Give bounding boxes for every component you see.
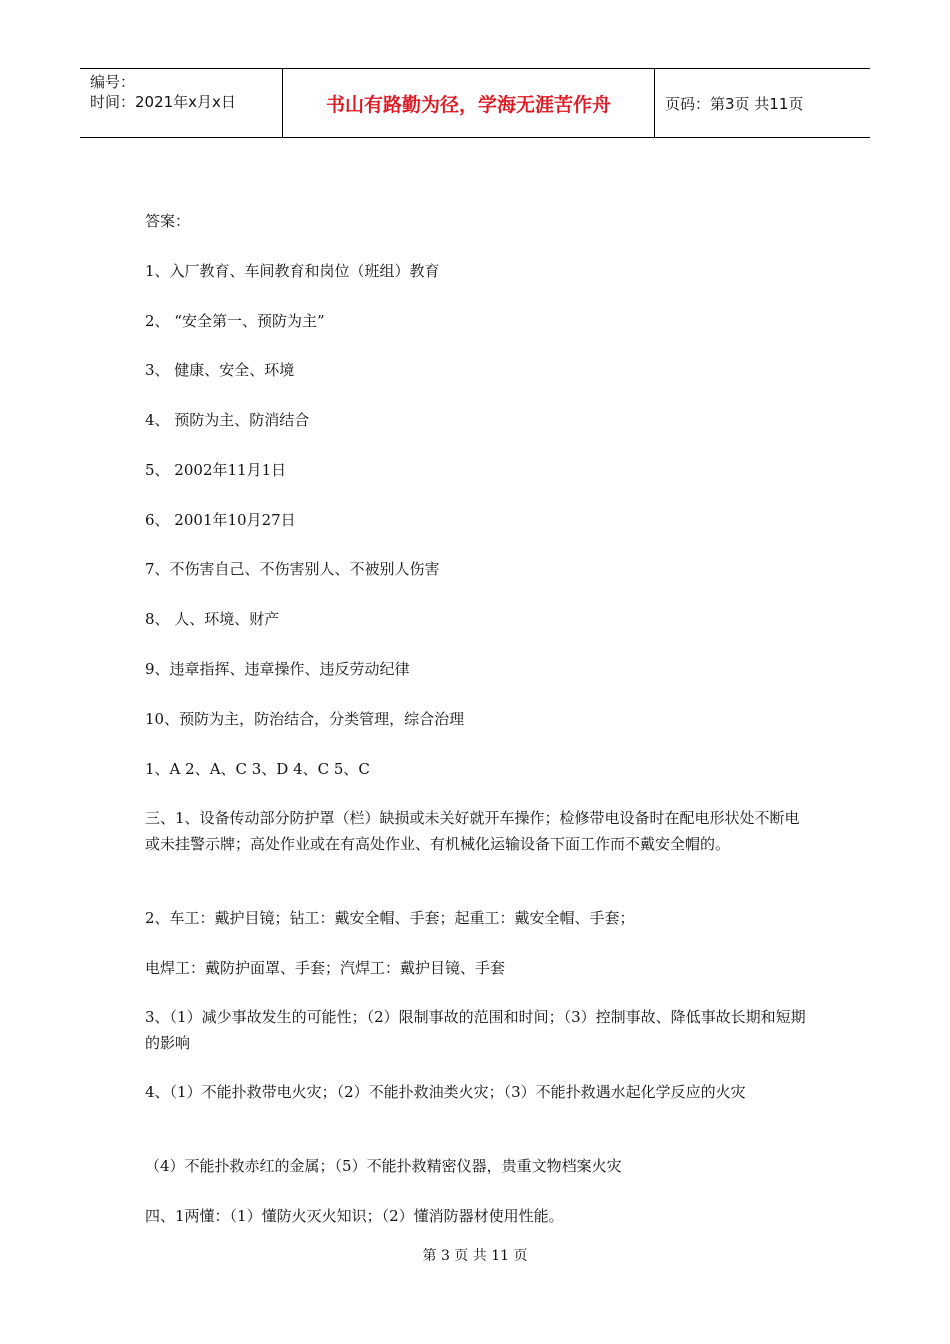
paragraph: 5、 2002年11月1日 — [145, 461, 287, 479]
page-header — [80, 68, 870, 138]
paragraph: （4）不能扑救赤红的金属；（5）不能扑救精密仪器，贵重文物档案火灾 — [145, 1157, 622, 1175]
header-page-info: 页码：第3页 共11页 — [665, 94, 804, 113]
paragraph: 电焊工：戴防护面罩、手套；汽焊工：戴护目镜、手套 — [145, 959, 506, 977]
paragraph: 三、1、设备传动部分防护罩（栏）缺损或未关好就开车操作；检修带电设备时在配电形状处不断电或未挂警示牌；高处作业或在有高处作业、有机械化运输设备下面工作而不戴安全帽的。 — [145, 809, 800, 853]
number-label: 编号： — [90, 73, 136, 91]
paragraph: 4、（1）不能扑救带电火灾；（2）不能扑救油类火灾；（3）不能扑救遇水起化学反应的火灾 — [145, 1083, 746, 1101]
answer-heading: 答案： — [145, 212, 191, 230]
header-motto: 书山有路勤为径，学海无涯苦作舟 — [283, 69, 655, 137]
paragraph: 9、违章指挥、违章操作、违反劳动纪律 — [145, 660, 410, 678]
paragraph: 3、 健康、安全、环境 — [145, 361, 295, 379]
paragraph: 2、车工：戴护目镜；钻工：戴安全帽、手套；起重工：戴安全帽、手套； — [145, 909, 635, 927]
paragraph: 8、 人、环境、财产 — [145, 610, 280, 628]
paragraph: 7、不伤害自己、不伤害别人、不被别人伤害 — [145, 560, 440, 578]
paragraph: 1、A 2、A、C 3、D 4、C 5、C — [145, 760, 370, 778]
header-meta — [80, 69, 283, 137]
paragraph: 6、 2001年10月27日 — [145, 511, 296, 529]
paragraph: 3、（1）减少事故发生的可能性；（2）限制事故的范围和时间；（3）控制事故、降低事故长期和短期的影响 — [145, 1008, 806, 1052]
time-label: 时间：2021年x月x日 — [90, 93, 236, 111]
paragraph: 10、预防为主，防治结合，分类管理，综合治理 — [145, 710, 465, 728]
paragraph: 2、 “安全第一、预防为主” — [145, 312, 325, 330]
page-footer: 第 3 页 共 11 页 — [422, 1248, 528, 1264]
paragraph: 1、入厂教育、车间教育和岗位（班组）教育 — [145, 262, 440, 280]
paragraph: 四、1两懂：（1）懂防火灭火知识；（2）懂消防器材使用性能。 — [145, 1207, 564, 1225]
paragraph: 4、 预防为主、防消结合 — [145, 411, 310, 429]
